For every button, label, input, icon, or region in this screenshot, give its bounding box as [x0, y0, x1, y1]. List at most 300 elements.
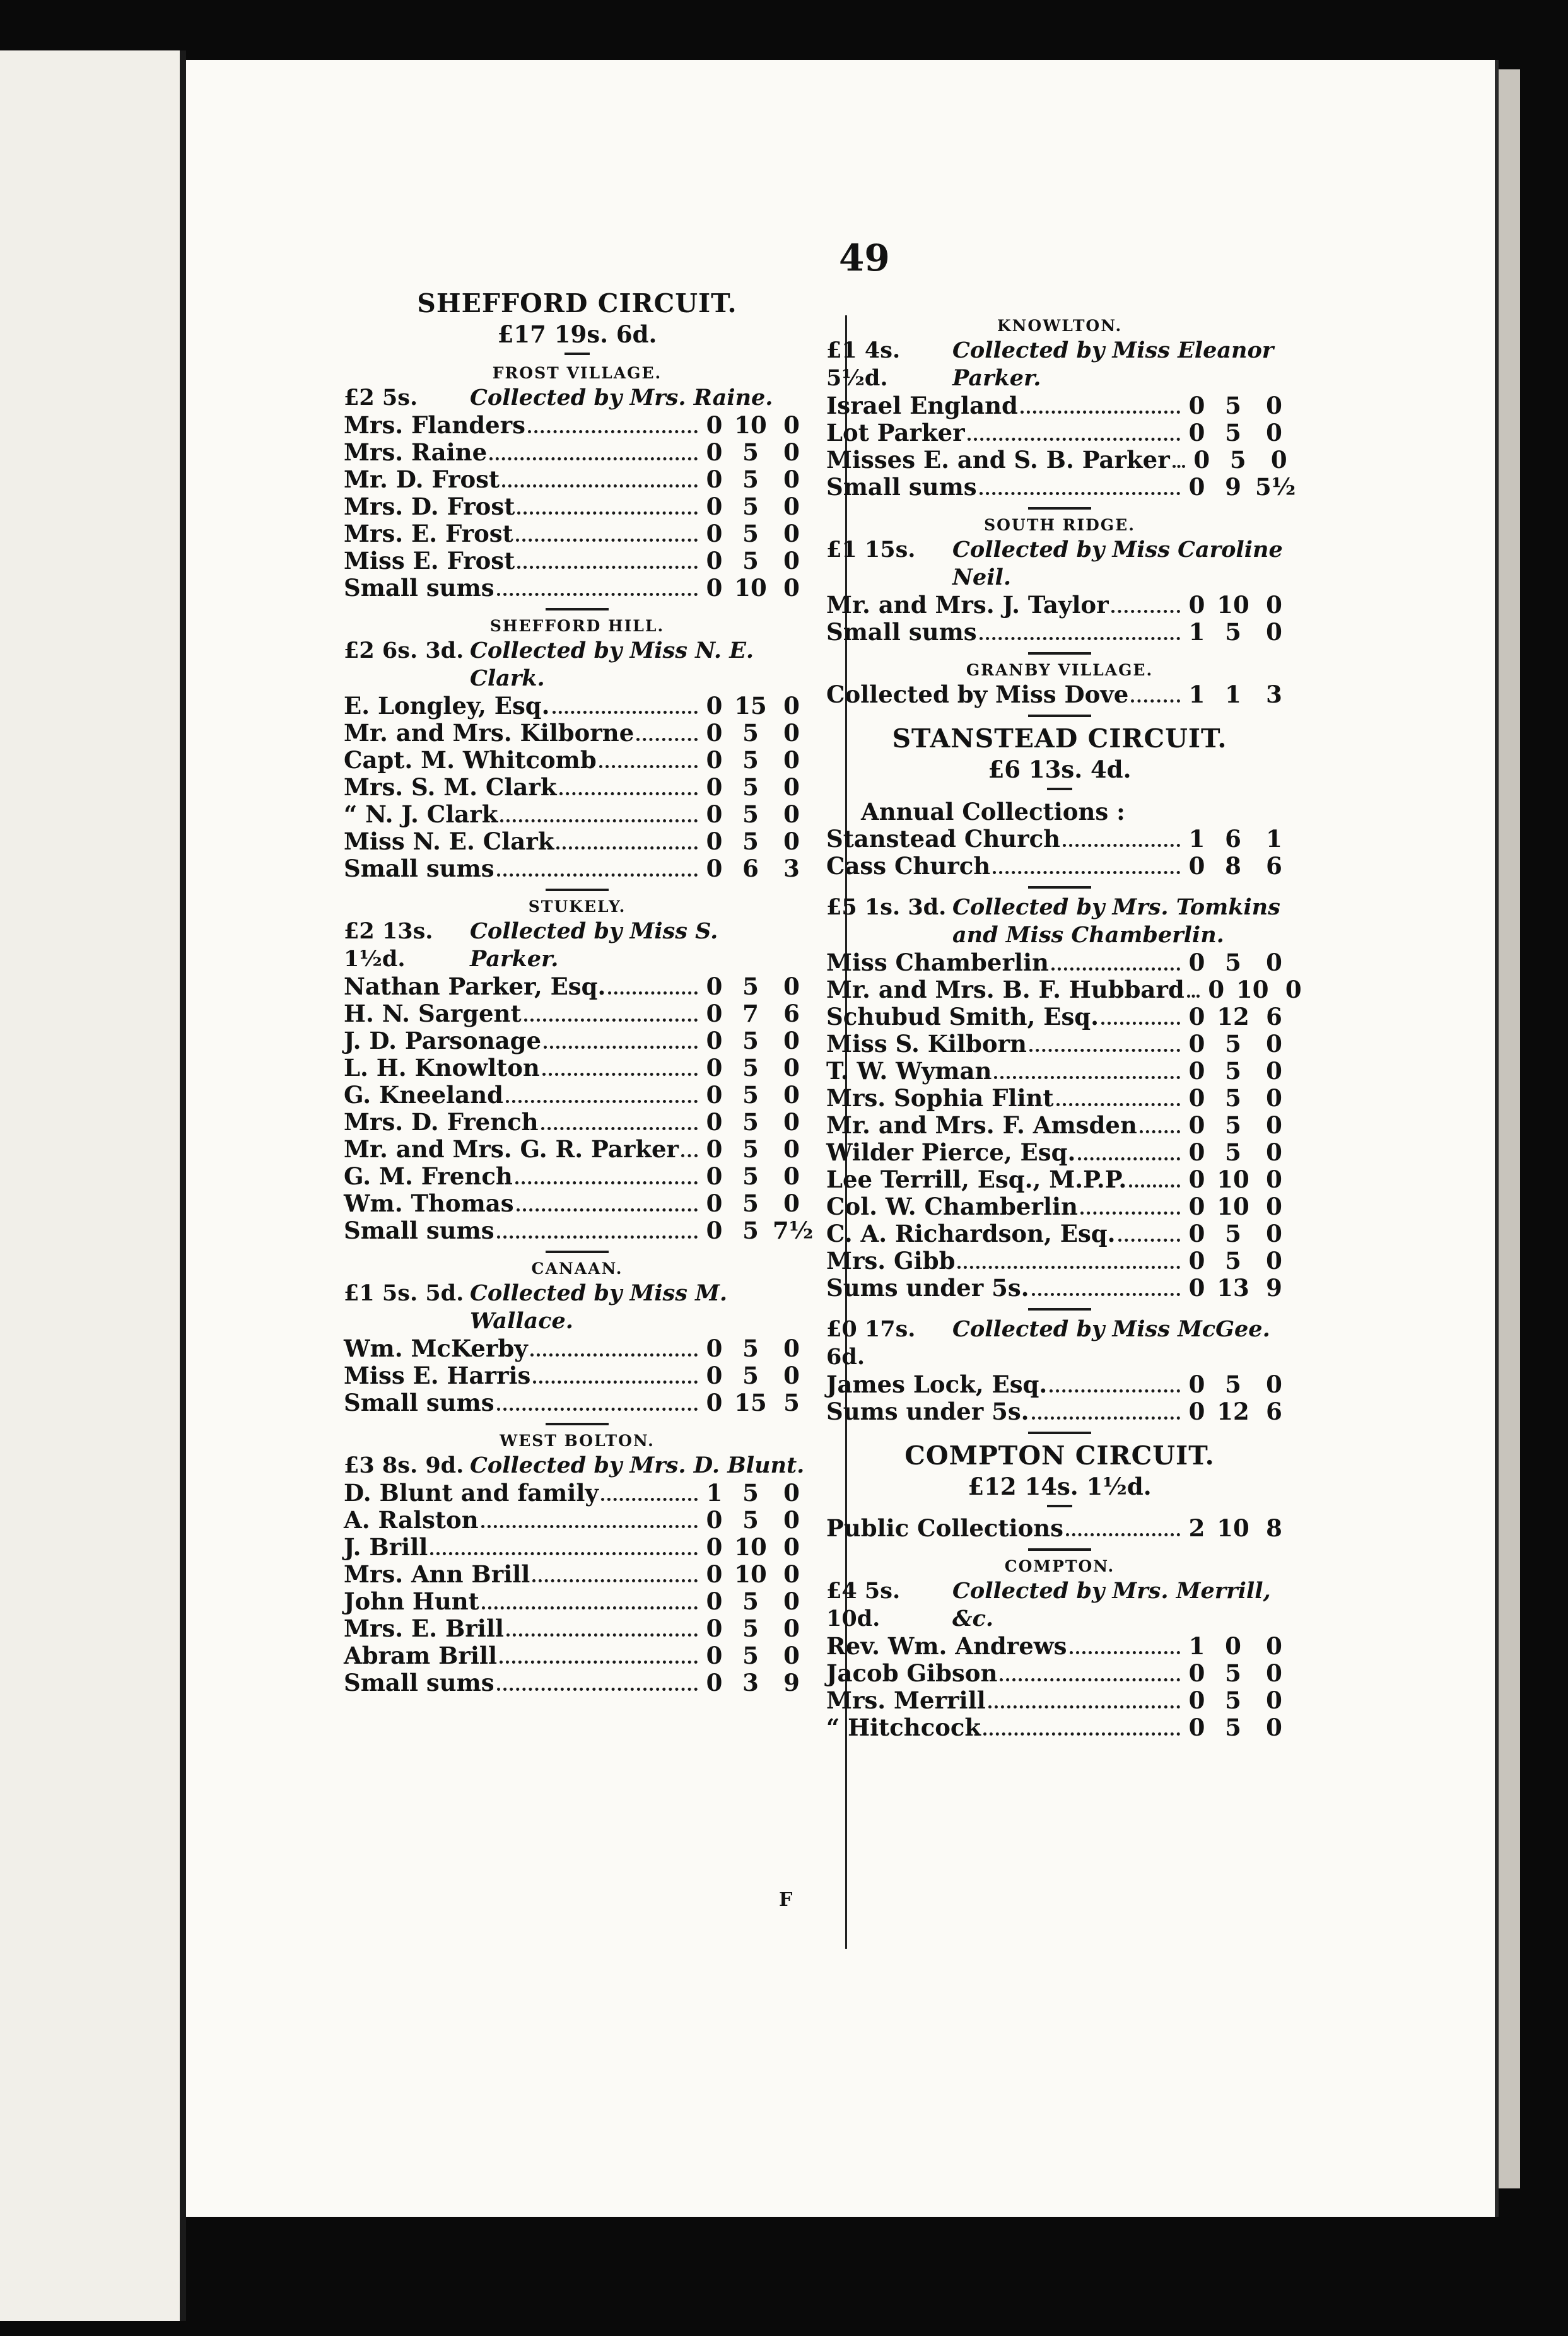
- section-rule: [1028, 1432, 1091, 1434]
- pounds-value: 0: [706, 1669, 723, 1697]
- contributor-name: G. M. French: [344, 1162, 513, 1190]
- pence-value: 0: [1266, 618, 1282, 646]
- leader-dots: [482, 1606, 698, 1609]
- short-rule: [565, 353, 590, 355]
- contributor-name: Mr. and Mrs. G. R. Parker: [344, 1135, 679, 1163]
- shillings-value: 10: [1217, 1514, 1249, 1542]
- shillings-value: 5: [1225, 1686, 1241, 1714]
- section-rule: [1028, 1548, 1091, 1551]
- leader-dots: [524, 1019, 698, 1022]
- pence-value: 0: [783, 1334, 800, 1362]
- village-heading: CANAAN.: [531, 1259, 623, 1278]
- pounds-value: 0: [706, 719, 723, 747]
- contributor-name: Stanstead Church: [826, 825, 1061, 853]
- pence-value: 7½: [773, 1217, 814, 1244]
- contributor-name: Mrs. Ann Brill: [344, 1560, 530, 1588]
- pence-value: 0: [1270, 446, 1287, 474]
- shillings-value: 5: [1225, 1030, 1241, 1058]
- collection-amount: £1 15s.: [826, 537, 916, 563]
- pounds-value: 0: [1188, 419, 1205, 447]
- pence-value: 0: [1266, 1193, 1282, 1220]
- ledger-row: [826, 1220, 1293, 1247]
- pounds-value: 2: [1188, 1514, 1205, 1542]
- pence-value: 0: [783, 1533, 800, 1561]
- collection-line: [344, 1280, 810, 1335]
- collection-line: [344, 1452, 810, 1480]
- shillings-value: 5: [742, 800, 759, 828]
- leader-dots: [1129, 1184, 1180, 1188]
- ledger-row: [826, 949, 1293, 976]
- contributor-name: “ Hitchcock: [826, 1714, 981, 1741]
- pence-value: 0: [783, 1054, 800, 1082]
- village-heading: FROST VILLAGE.: [492, 364, 662, 382]
- pounds-value: 0: [706, 1189, 723, 1217]
- contributor-name: Miss N. E. Clark: [344, 827, 554, 855]
- leader-dots: [1118, 1239, 1180, 1242]
- shillings-value: 5: [742, 1189, 759, 1217]
- ledger-row: [344, 575, 810, 602]
- ledger-row: [344, 1190, 810, 1217]
- ledger-row: [344, 412, 810, 439]
- pence-value: 0: [1266, 1686, 1282, 1714]
- leader-dots: [553, 711, 698, 714]
- pence-value: 0: [783, 465, 800, 493]
- ledger-row: [344, 1669, 810, 1697]
- shillings-value: 5: [742, 1615, 759, 1642]
- pounds-value: 0: [706, 1615, 723, 1642]
- contributor-name: Small sums: [344, 855, 494, 882]
- leader-dots: [968, 438, 1180, 441]
- pounds-value: 1: [1188, 825, 1205, 853]
- pounds-value: 0: [706, 1000, 723, 1027]
- contributor-name: Mrs. Merrill: [826, 1686, 986, 1714]
- leader-dots: [1131, 699, 1180, 703]
- shillings-value: 5: [742, 1587, 759, 1615]
- pence-value: 0: [783, 773, 800, 801]
- leader-dots: [983, 1732, 1180, 1736]
- pounds-value: 0: [706, 1135, 723, 1163]
- shillings-value: 5: [1225, 392, 1241, 419]
- pounds-value: 0: [706, 1506, 723, 1534]
- shillings-value: 5: [1225, 1138, 1241, 1166]
- shillings-value: 7: [742, 1000, 759, 1027]
- leader-dots: [517, 1208, 698, 1212]
- collector-name: Collected by Miss S. Parker.: [470, 918, 718, 972]
- shillings-value: 5: [742, 719, 759, 747]
- leader-dots: [532, 1579, 698, 1582]
- shillings-value: 10: [734, 1560, 767, 1588]
- contributor-name: Mrs. Raine: [344, 438, 488, 466]
- collection-line: [344, 918, 810, 973]
- shillings-value: 5: [742, 438, 759, 466]
- leader-dots: [533, 1381, 698, 1384]
- leader-dots: [506, 1633, 698, 1637]
- shillings-value: 5: [742, 1027, 759, 1054]
- section-rule: [1028, 507, 1091, 510]
- pounds-value: 0: [706, 1587, 723, 1615]
- pence-value: 0: [1266, 1138, 1282, 1166]
- pounds-value: 0: [1188, 1398, 1205, 1425]
- page-edge: [1495, 69, 1520, 2188]
- pounds-value: 0: [706, 773, 723, 801]
- ledger-row: [826, 1714, 1293, 1741]
- pounds-value: 0: [706, 438, 723, 466]
- pounds-value: 0: [706, 800, 723, 828]
- collector-name: Collected by Miss McGee.: [952, 1316, 1270, 1342]
- contributor-name: Israel England: [826, 392, 1018, 419]
- leader-dots: [980, 637, 1180, 640]
- ledger-row: [344, 1480, 810, 1507]
- pounds-value: 0: [1188, 1030, 1205, 1058]
- short-rule: [1047, 788, 1072, 790]
- ledger-row: [344, 1054, 810, 1082]
- ledger-row: [344, 1000, 810, 1027]
- contributor-name: Lee Terrill, Esq., M.P.P.: [826, 1165, 1127, 1193]
- pounds-value: 1: [1188, 1632, 1205, 1660]
- pence-value: 0: [783, 411, 800, 439]
- pence-value: 0: [783, 547, 800, 575]
- pence-value: 0: [783, 746, 800, 774]
- contributor-name: T. W. Wyman: [826, 1057, 992, 1085]
- pounds-value: 0: [706, 465, 723, 493]
- circuit-total: £17 19s. 6d.: [497, 320, 657, 348]
- ledger-row: [826, 1193, 1293, 1220]
- contributor-name: “ N. J. Clark: [344, 800, 498, 828]
- collection-amount: £2 13s. 1½d.: [344, 918, 433, 972]
- contributor-name: Collected by Miss Dove: [826, 680, 1129, 708]
- leader-dots: [515, 1181, 698, 1184]
- ledger-row: [826, 1371, 1293, 1398]
- section-rule: [546, 1423, 609, 1425]
- contributor-name: Small sums: [826, 618, 977, 646]
- ledger-row: [344, 1136, 810, 1163]
- contributor-name: Mr. and Mrs. B. F. Hubbard: [826, 976, 1185, 1003]
- signature-mark: F: [779, 1889, 793, 1911]
- shillings-value: 5: [742, 1506, 759, 1534]
- leader-dots: [1080, 1212, 1180, 1215]
- contributor-name: Mr. D. Frost: [344, 465, 500, 493]
- contributor-name: C. A. Richardson, Esq.: [826, 1220, 1116, 1247]
- pounds-value: 0: [1193, 446, 1210, 474]
- shillings-value: 5: [742, 827, 759, 855]
- collection-amount: £0 17s. 6d.: [826, 1316, 916, 1370]
- collector-name: Collected by Mrs. Tomkins and Miss Chamberlin.: [952, 894, 1280, 948]
- leader-dots: [957, 1266, 1180, 1269]
- pounds-value: 0: [706, 827, 723, 855]
- pounds-value: 0: [1188, 1220, 1205, 1247]
- contributor-name: Small sums: [344, 1389, 494, 1416]
- pounds-value: 0: [1188, 591, 1205, 619]
- shillings-value: 5: [1225, 1659, 1241, 1687]
- contributor-name: Wilder Pierce, Esq.: [826, 1138, 1076, 1166]
- shillings-value: 10: [1236, 976, 1269, 1003]
- section-rule: [1028, 715, 1091, 717]
- pence-value: 0: [1266, 392, 1282, 419]
- pence-value: 0: [1266, 591, 1282, 619]
- ledger-row: [344, 1642, 810, 1669]
- leader-dots: [489, 457, 698, 460]
- leader-dots: [994, 1076, 1180, 1079]
- leader-dots: [497, 1688, 698, 1691]
- ledger-row: [344, 1109, 810, 1136]
- ledger-row: [344, 1217, 814, 1244]
- pence-value: 0: [783, 1081, 800, 1109]
- ledger-row: [826, 976, 1302, 1003]
- shillings-value: 5: [742, 1479, 759, 1507]
- leader-dots: [599, 765, 698, 768]
- pounds-value: 0: [706, 1027, 723, 1054]
- pounds-value: 0: [706, 1054, 723, 1082]
- contributor-name: Mr. and Mrs. F. Amsden: [826, 1111, 1137, 1139]
- leader-dots: [1070, 1651, 1181, 1654]
- ledger-row: [344, 1534, 810, 1561]
- pence-value: 0: [783, 1642, 800, 1669]
- pounds-value: 0: [1188, 1084, 1205, 1112]
- leader-dots: [1078, 1157, 1180, 1160]
- shillings-value: 10: [1217, 1165, 1249, 1193]
- shillings-value: 5: [1225, 419, 1241, 447]
- pounds-value: 0: [1188, 1274, 1205, 1302]
- ledger-row: [344, 547, 810, 575]
- collection-amount: £4 5s. 10d.: [826, 1578, 901, 1632]
- ledger-row: [826, 1275, 1293, 1302]
- village-heading: WEST BOLTON.: [500, 1432, 655, 1450]
- collector-name: Collected by Mrs. Raine.: [470, 385, 773, 411]
- ledger-row: [826, 1398, 1293, 1425]
- section-subheading: Annual Collections :: [861, 798, 1125, 826]
- shillings-value: 5: [1225, 1084, 1241, 1112]
- leader-dots: [500, 819, 698, 822]
- contributor-name: Sums under 5s.: [826, 1398, 1029, 1425]
- leader-dots: [1000, 1678, 1180, 1681]
- pence-value: 0: [783, 1615, 800, 1642]
- shillings-value: 5: [742, 773, 759, 801]
- pence-value: 0: [783, 493, 800, 520]
- contributor-name: Small sums: [344, 574, 494, 602]
- leader-dots: [1173, 465, 1185, 468]
- ledger-row: [826, 1112, 1293, 1139]
- pence-value: 0: [1266, 1247, 1282, 1275]
- pence-value: 0: [783, 1560, 800, 1588]
- ledger-row: [344, 720, 810, 747]
- collector-name: Collected by Miss N. E. Clark.: [470, 638, 754, 691]
- pounds-value: 0: [706, 855, 723, 882]
- pence-value: 0: [783, 1108, 800, 1136]
- ledger-row: [826, 1031, 1293, 1058]
- pounds-value: 0: [1188, 473, 1205, 501]
- pence-value: 0: [783, 520, 800, 547]
- shillings-value: 6: [1225, 825, 1241, 853]
- village-heading: COMPTON.: [1004, 1557, 1115, 1575]
- pounds-value: 0: [1188, 1686, 1205, 1714]
- contributor-name: Mrs. Sophia Flint: [826, 1084, 1054, 1112]
- ledger-row: [344, 692, 810, 720]
- pence-value: 3: [1266, 680, 1282, 708]
- pence-value: 0: [1266, 949, 1282, 976]
- circuit-title: COMPTON CIRCUIT.: [904, 1440, 1215, 1471]
- ledger-row: [344, 774, 810, 801]
- pence-value: 0: [783, 1362, 800, 1389]
- pounds-value: 0: [706, 1533, 723, 1561]
- pounds-value: 0: [706, 1560, 723, 1588]
- ledger-row: [826, 826, 1293, 853]
- pence-value: 0: [1266, 1659, 1282, 1687]
- leader-dots: [1021, 411, 1180, 414]
- circuit-title: STANSTEAD CIRCUIT.: [892, 723, 1227, 754]
- pounds-value: 0: [1188, 1247, 1205, 1275]
- contributor-name: Miss E. Harris: [344, 1362, 531, 1389]
- contributor-name: J. Brill: [344, 1533, 428, 1561]
- ledger-row: [826, 1003, 1293, 1031]
- leader-dots: [1051, 967, 1180, 971]
- pence-value: 0: [783, 1189, 800, 1217]
- pounds-value: 0: [1188, 1111, 1205, 1139]
- contributor-name: James Lock, Esq.: [826, 1370, 1048, 1398]
- collection-amount: £5 1s. 3d.: [826, 894, 947, 920]
- pounds-value: 0: [706, 692, 723, 720]
- village-heading: SOUTH RIDGE.: [984, 516, 1135, 534]
- leader-dots: [516, 539, 698, 542]
- shillings-value: 5: [742, 465, 759, 493]
- shillings-value: 5: [742, 1108, 759, 1136]
- leader-dots: [497, 873, 698, 877]
- shillings-value: 5: [742, 1362, 759, 1389]
- shillings-value: 12: [1217, 1398, 1249, 1425]
- shillings-value: 12: [1217, 1003, 1249, 1031]
- contributor-name: Wm. McKerby: [344, 1334, 528, 1362]
- shillings-value: 5: [1225, 1220, 1241, 1247]
- shillings-value: 5: [742, 1054, 759, 1082]
- circuit-total: £12 14s. 1½d.: [968, 1473, 1152, 1500]
- shillings-value: 0: [1225, 1632, 1241, 1660]
- shillings-value: 5: [1225, 618, 1241, 646]
- shillings-value: 5: [742, 1135, 759, 1163]
- pounds-value: 0: [706, 1162, 723, 1190]
- ledger-row: [344, 466, 810, 493]
- ledger-row: [826, 1085, 1293, 1112]
- pence-value: 0: [1266, 1165, 1282, 1193]
- shillings-value: 5: [742, 1642, 759, 1669]
- leader-dots: [530, 1353, 698, 1357]
- collection-line: [826, 337, 1293, 392]
- contributor-name: A. Ralston: [344, 1506, 479, 1534]
- collector-name: Collected by Mrs. Merrill, &c.: [952, 1578, 1271, 1632]
- ledger-row: [826, 1660, 1293, 1687]
- contributor-name: E. Longley, Esq.: [344, 692, 550, 720]
- pounds-value: 0: [706, 1334, 723, 1362]
- village-heading: KNOWLTON.: [997, 317, 1123, 335]
- pence-value: 0: [1266, 1057, 1282, 1085]
- pounds-value: 1: [706, 1479, 723, 1507]
- ledger-row: [826, 473, 1296, 501]
- leader-dots: [601, 1498, 698, 1501]
- pence-value: 0: [1266, 1084, 1282, 1112]
- contributor-name: Small sums: [344, 1669, 494, 1697]
- leader-dots: [1111, 610, 1180, 613]
- shillings-value: 15: [734, 1389, 767, 1416]
- shillings-value: 5: [1225, 949, 1241, 976]
- shillings-value: 5: [742, 1081, 759, 1109]
- collection-line: [826, 1316, 1293, 1371]
- shillings-value: 5: [1225, 1057, 1241, 1085]
- pounds-value: 0: [706, 411, 723, 439]
- pence-value: 0: [1266, 1714, 1282, 1741]
- pence-value: 0: [1266, 1030, 1282, 1058]
- ledger-row: [344, 439, 810, 466]
- collection-amount: £1 4s. 5½d.: [826, 337, 901, 391]
- pounds-value: 0: [1188, 1193, 1205, 1220]
- pence-value: 0: [783, 1479, 800, 1507]
- pence-value: 6: [783, 1000, 800, 1027]
- contributor-name: Cass Church: [826, 852, 991, 880]
- pence-value: 0: [1266, 1220, 1282, 1247]
- shillings-value: 1: [1225, 680, 1241, 708]
- leader-dots: [980, 492, 1180, 495]
- contributor-name: Mrs. E. Frost: [344, 520, 513, 547]
- ledger-row: [344, 1163, 810, 1190]
- collection-line: [826, 894, 1293, 949]
- leader-dots: [556, 846, 698, 850]
- leader-dots: [481, 1525, 698, 1528]
- pence-value: 9: [1266, 1274, 1282, 1302]
- contributor-name: L. H. Knowlton: [344, 1054, 540, 1082]
- collection-amount: £2 5s.: [344, 385, 418, 411]
- contributor-name: Capt. M. Whitcomb: [344, 746, 597, 774]
- ledger-row: [826, 619, 1293, 646]
- pounds-value: 0: [1188, 1370, 1205, 1398]
- village-heading: GRANBY VILLAGE.: [966, 661, 1154, 679]
- leader-dots: [988, 1705, 1180, 1708]
- shillings-value: 5: [742, 1334, 759, 1362]
- leader-dots: [636, 738, 698, 741]
- collector-name: Collected by Miss M. Wallace.: [470, 1280, 728, 1334]
- shillings-value: 5: [742, 972, 759, 1000]
- leader-dots: [497, 593, 698, 596]
- leader-dots: [1032, 1293, 1180, 1296]
- pence-value: 8: [1266, 1514, 1282, 1542]
- ledger-row: [344, 1335, 810, 1362]
- leader-dots: [559, 792, 698, 795]
- ledger-row: [826, 1058, 1293, 1085]
- pence-value: 6: [1266, 1398, 1282, 1425]
- leader-dots: [1029, 1049, 1180, 1052]
- shillings-value: 5: [1225, 1370, 1241, 1398]
- shillings-value: 10: [734, 411, 767, 439]
- ledger-row: [344, 1027, 810, 1054]
- collection-line: [344, 637, 810, 692]
- leader-dots: [497, 1235, 698, 1239]
- village-heading: STUKELY.: [528, 897, 626, 916]
- village-heading: SHEFFORD HILL.: [489, 617, 665, 635]
- collector-name: Collected by Mrs. D. Blunt.: [470, 1452, 805, 1478]
- ledger-row: [826, 681, 1293, 708]
- contributor-name: Col. W. Chamberlin: [826, 1193, 1078, 1220]
- pounds-value: 0: [1188, 392, 1205, 419]
- pence-value: 0: [783, 827, 800, 855]
- right-column: [826, 315, 1302, 1741]
- leader-dots: [517, 566, 698, 569]
- ledger-row: [344, 828, 810, 855]
- ledger-row: [344, 1561, 810, 1588]
- shillings-value: 9: [1225, 473, 1241, 501]
- contributor-name: Small sums: [344, 1217, 494, 1244]
- pounds-value: 0: [706, 1389, 723, 1416]
- leader-dots: [430, 1552, 698, 1555]
- shillings-value: 8: [1225, 852, 1241, 880]
- shillings-value: 5: [1225, 1247, 1241, 1275]
- leader-dots: [1187, 995, 1200, 998]
- contributor-name: Mr. and Mrs. Kilborne: [344, 719, 635, 747]
